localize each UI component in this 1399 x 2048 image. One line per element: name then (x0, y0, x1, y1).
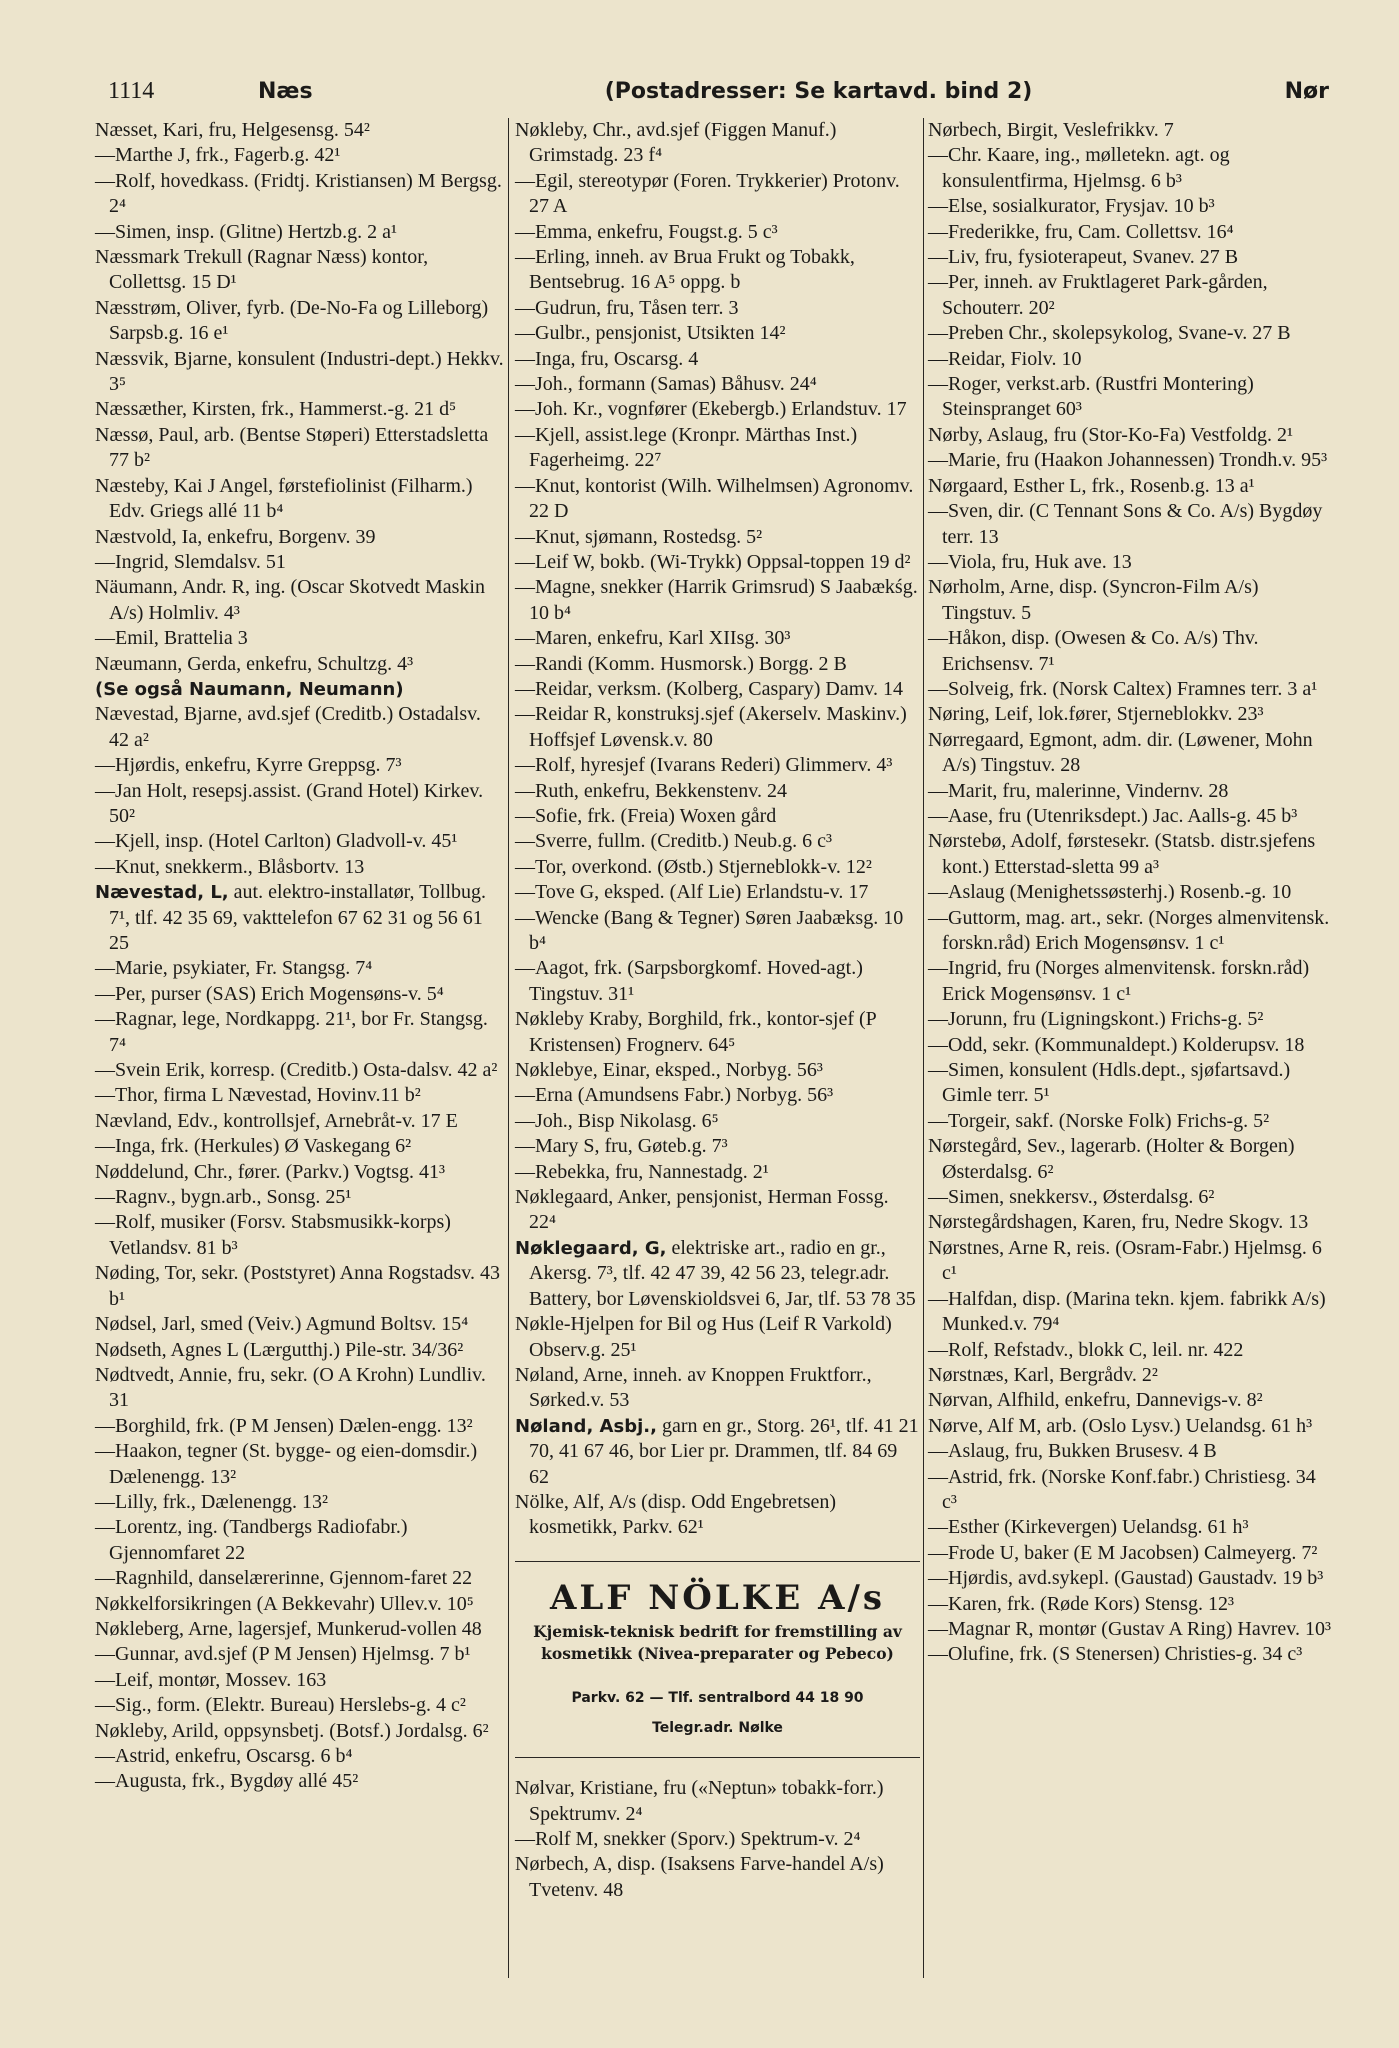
directory-entry: Nölke, Alf, A/s (disp. Odd Engebretsen) kosmetikk, Parkv. 62¹ (515, 1490, 837, 1539)
directory-entry: —Roger, verkst.arb. (Rustfri Montering) Steinspranget 60³ (928, 373, 1254, 421)
directory-entry: —Frederikke, fru, Cam. Collettsv. 16⁴ (928, 220, 1234, 243)
entry-bold-name: (Se også Naumann, Neumann) (95, 678, 404, 700)
directory-entry: Nørregaard, Egmont, adm. dir. (Løwener, Mohn A/s) Tingstuv. 28 (928, 728, 1313, 777)
directory-entry: Nævestad, L, aut. elektro-installatør, Tollbug. 7¹, tlf. 42 35 69, vakttelefon 67 62 31 og 56 61 25 (95, 881, 487, 954)
directory-entry: Näumann, Andr. R, ing. (Oscar Skotvedt Maskin A/s) Holmliv. 4³ (95, 576, 485, 624)
directory-entry: —Svein Erik, korresp. (Creditb.) Osta-dalsv. 42 a² (95, 1059, 498, 1082)
directory-entry: —Augusta, frk., Bygdøy allé 45² (95, 1770, 359, 1793)
directory-entry: Nørstnes, Arne R, reis. (Osram-Fabr.) Hjelmsg. 6 c¹ (928, 1236, 1322, 1285)
directory-entry: Nævland, Edv., kontrollsjef, Arnebråt-v. 17 E (95, 1109, 458, 1132)
directory-entry: —Frode U, baker (E M Jacobsen) Calmeyerg. 7² (928, 1541, 1318, 1564)
ad-description-2: kosmetikk (Nivea-preparater og Pebeco) (541, 1644, 894, 1664)
directory-entry: Nødtvedt, Annie, fru, sekr. (O A Krohn) Lundliv. 31 (95, 1363, 486, 1412)
directory-entry: —Lorentz, ing. (Tandbergs Radiofabr.) Gjennomfaret 22 (95, 1516, 408, 1564)
directory-entry: —Rebekka, fru, Nannestadg. 2¹ (515, 1160, 769, 1183)
directory-entry: Nørvan, Alfhild, enkefru, Dannevigs-v. 8² (928, 1389, 1263, 1412)
directory-entry: —Else, sosialkurator, Frysjav. 10 b³ (928, 195, 1215, 218)
directory-entry: Næstvold, Ia, enkefru, Borgenv. 39 (95, 525, 376, 548)
directory-entry: —Magnar R, montør (Gustav A Ring) Havrev. 10³ (928, 1617, 1331, 1640)
directory-entry: —Jan Holt, resepsj.assist. (Grand Hotel) Kirkev. 50² (95, 779, 484, 827)
directory-entry: —Thor, firma L Nævestad, Hovinv.11 b² (95, 1084, 421, 1107)
directory-entry: —Emma, enkefru, Fougst.g. 5 c³ (515, 220, 778, 243)
directory-entry: —Aslaug (Menighetssøsterhj.) Rosenb.-g. 10 (928, 881, 1292, 904)
directory-entry: —Marit, fru, malerinne, Vindernv. 28 (928, 779, 1229, 802)
directory-entry: —Marie, fru (Haakon Johannessen) Trondh.v. 95³ (928, 449, 1328, 472)
directory-entry: —Aagot, frk. (Sarpsborgkomf. Hoved-agt.) Tingstuv. 31¹ (515, 957, 863, 1005)
directory-entry: —Knut, sjømann, Rostedsg. 5² (515, 525, 763, 548)
directory-entry: —Erling, inneh. av Brua Frukt og Tobakk, Bentsebrug. 16 A⁵ oppg. b (515, 246, 855, 294)
column-2-entries (515, 118, 920, 1541)
directory-entry: —Joh. Kr., vognfører (Ekebergb.) Erlandstuv. 17 (515, 398, 907, 421)
directory-entry: Nørgaard, Esther L, frk., Rosenb.g. 13 a¹ (928, 474, 1255, 497)
directory-entry: Nøkle-Hjelpen for Bil og Hus (Leif R Varkold) Observ.g. 25¹ (515, 1313, 892, 1361)
directory-entry: Nøddelund, Chr., fører. (Parkv.) Vogtsg. 41³ (95, 1160, 446, 1183)
directory-entry: —Rolf M, snekker (Sporv.) Spektrum-v. 2⁴ (515, 1827, 861, 1850)
directory-entry: —Marthe J, frk., Fagerb.g. 42¹ (95, 144, 341, 167)
directory-entry: —Wencke (Bang & Tegner) Søren Jaabæksg. 10 b⁴ (515, 906, 904, 954)
directory-entry: —Torgeir, sakf. (Norske Folk) Frichs-g. 5² (928, 1109, 1270, 1132)
directory-entry: Nørstnæs, Karl, Bergrådv. 2² (928, 1363, 1158, 1386)
entry-bold-name: Nøland, Asbj., (515, 1415, 657, 1437)
directory-entry: —Maren, enkefru, Karl XIIsg. 30³ (515, 627, 791, 650)
directory-entry: —Håkon, disp. (Owesen & Co. A/s) Thv. Erichsensv. 7¹ (928, 627, 1259, 675)
directory-entry: —Rolf, Refstadv., blokk C, leil. nr. 422 (928, 1338, 1244, 1361)
directory-entry: —Ragnv., bygn.arb., Sonsg. 25¹ (95, 1186, 352, 1209)
directory-entry: —Rolf, musiker (Forsv. Stabsmusikk-korps) Vetlandsv. 81 b³ (95, 1211, 451, 1259)
column-divider (923, 118, 924, 1978)
directory-entry: Nævestad, Bjarne, avd.sjef (Creditb.) Ostadalsv. 42 a² (95, 703, 481, 751)
directory-entry (95, 677, 505, 702)
directory-entry: —Ingrid, fru (Norges almenvitensk. forskn.råd) Erick Mogensønsv. 1 c¹ (928, 957, 1310, 1005)
directory-entry: —Borghild, frk. (P M Jensen) Dælen-engg. 13² (95, 1414, 473, 1437)
directory-entry: —Hjørdis, enkefru, Kyrre Greppsg. 7³ (95, 754, 402, 777)
directory-entry: —Tove G, eksped. (Alf Lie) Erlandstu-v. 17 (515, 881, 869, 904)
entry-bold-name: Nævestad, L, (95, 882, 229, 904)
directory-entry: —Haakon, tegner (St. bygge- og eien-domsdir.) Dælenengg. 13² (95, 1440, 478, 1488)
directory-entry: Nøklebye, Einar, eksped., Norbyg. 56³ (515, 1059, 823, 1082)
directory-entry: —Emil, Brattelia 3 (95, 627, 248, 650)
advertisement (515, 1561, 920, 1758)
directory-entry: Næssø, Paul, arb. (Bentse Støperi) Etterstadsletta 77 b² (95, 423, 489, 472)
directory-entry: —Solveig, frk. (Norsk Caltex) Framnes terr. 3 a¹ (928, 677, 1318, 700)
directory-entry: Nøland, Asbj., garn en gr., Storg. 26¹, tlf. 41 21 70, 41 67 46, bor Lier pr. Drammen, tlf. 84 69 62 (515, 1414, 919, 1488)
directory-entry: —Per, purser (SAS) Erich Mogensøns-v. 5⁴ (95, 982, 444, 1005)
directory-entry: Næssmark Trekull (Ragnar Næss) kontor, Collettsg. 15 D¹ (95, 246, 429, 294)
directory-entry: Nørstegårdshagen, Karen, fru, Nedre Skogv. 13 (928, 1211, 1309, 1234)
directory-entry: —Hjørdis, avd.sykepl. (Gaustad) Gaustadv. 19 b³ (928, 1567, 1324, 1590)
directory-entry: —Gulbr., pensjonist, Utsikten 14² (515, 322, 786, 345)
column-1 (95, 118, 505, 1795)
directory-entry: —Sofie, frk. (Freia) Woxen gård (515, 804, 777, 827)
directory-entry: —Rolf, hovedkass. (Fridtj. Kristiansen) M Bergsg. 2⁴ (95, 169, 502, 218)
directory-entry: —Sverre, fullm. (Creditb.) Neub.g. 6 c³ (515, 830, 833, 853)
directory-entry: —Randi (Komm. Husmorsk.) Borgg. 2 B (515, 652, 847, 675)
directory-entry: —Leif W, bokb. (Wi-Trykk) Oppsal-toppen 19 d² (515, 550, 911, 573)
directory-entry: —Lilly, frk., Dælenengg. 13² (95, 1490, 328, 1513)
directory-entry: —Simen, konsulent (Hdls.dept., sjøfartsavd.) Gimle terr. 5¹ (928, 1059, 1291, 1107)
directory-entry: Nøklegaard, Anker, pensjonist, Herman Fossg. 22⁴ (515, 1186, 889, 1234)
ad-phone: Parkv. 62 — Tlf. sentralbord 44 18 90 (571, 1690, 864, 1707)
page-number: 1114 (108, 78, 155, 104)
directory-entry: Næsteby, Kai J Angel, førstefiolinist (Filharm.) Edv. Griegs allé 11 b⁴ (95, 474, 473, 523)
directory-entry: Nøding, Tor, sekr. (Poststyret) Anna Rogstadsv. 43 b¹ (95, 1262, 501, 1310)
directory-entry: —Sig., form. (Elektr. Bureau) Herslebs-g. 4 c² (95, 1694, 466, 1717)
directory-entry: —Mary S, fru, Gøteb.g. 7³ (515, 1135, 728, 1158)
header-center: (Postadresser: Se kartavd. bind 2) (604, 79, 1033, 104)
directory-entry: —Kjell, assist.lege (Kronpr. Märthas Inst.) Fagerheimg. 22⁷ (515, 423, 858, 472)
directory-entry: Nørholm, Arne, disp. (Syncron-Film A/s) Tingstuv. 5 (928, 576, 1259, 624)
directory-entry: —Ragnhild, danselærerinne, Gjennom-faret 22 (95, 1567, 473, 1590)
directory-entry: —Knut, kontorist (Wilh. Wilhelmsen) Agronomv. 22 D (515, 474, 914, 523)
directory-entry: —Kjell, insp. (Hotel Carlton) Gladvoll-v. 45¹ (95, 830, 458, 853)
directory-entry: Nølvar, Kristiane, fru («Neptun» tobakk-forr.) Spektrumv. 2⁴ (515, 1777, 884, 1825)
column-2-entries-after-ad (515, 1776, 920, 1903)
directory-entry: Nødsel, Jarl, smed (Veiv.) Agmund Boltsv. 15⁴ (95, 1313, 469, 1336)
directory-entry: —Inga, frk. (Herkules) Ø Vaskegang 6² (95, 1135, 412, 1158)
directory-entry: Nøkkelforsikringen (A Bekkevahr) Ullev.v. 10⁵ (95, 1592, 474, 1615)
directory-entry: —Viola, fru, Huk ave. 13 (928, 550, 1132, 573)
directory-entry: Nørbech, Birgit, Veslefrikkv. 7 (928, 119, 1174, 141)
directory-entry: —Gunnar, avd.sjef (P M Jensen) Hjelmsg. 7 b¹ (95, 1643, 471, 1666)
directory-entry: —Aslaug, fru, Bukken Brusesv. 4 B (928, 1440, 1217, 1463)
directory-entry: —Halfdan, disp. (Marina tekn. kjem. fabrikk A/s) Munked.v. 79⁴ (928, 1287, 1326, 1336)
directory-entry: —Liv, fru, fysioterapeut, Svanev. 27 B (928, 246, 1239, 269)
directory-entry: —Aase, fru (Utenriksdept.) Jac. Aalls-g. 45 b³ (928, 804, 1298, 827)
directory-entry: —Reidar, Fiolv. 10 (928, 347, 1082, 370)
ad-title: ALF NÖLKE A/s (549, 1577, 886, 1618)
directory-entry: Næsset, Kari, fru, Helgesensg. 54² (95, 119, 370, 141)
directory-entry: —Reidar R, konstruksj.sjef (Akerselv. Maskinv.) Hoffsjef Løvensk.v. 80 (515, 703, 907, 751)
directory-entry: —Marie, psykiater, Fr. Stangsg. 7⁴ (95, 957, 373, 980)
directory-entry: —Gudrun, fru, Tåsen terr. 3 (515, 296, 739, 319)
column-2 (515, 118, 920, 1903)
directory-entry: Nøkleberg, Arne, lagersjef, Munkerud-vollen 48 (95, 1617, 482, 1640)
directory-entry: —Karen, frk. (Røde Kors) Stensg. 12³ (928, 1592, 1234, 1615)
directory-entry: —Egil, stereotypør (Foren. Trykkerier) Protonv. 27 A (515, 169, 900, 218)
directory-entry: Næumann, Gerda, enkefru, Schultzg. 4³ (95, 652, 414, 675)
directory-entry: —Rolf, hyresjef (Ivarans Rederi) Glimmerv. 4³ (515, 754, 893, 777)
directory-entry: —Joh., formann (Samas) Båhusv. 24⁴ (515, 373, 817, 396)
directory-entry: —Ingrid, Slemdalsv. 51 (95, 550, 286, 573)
directory-entry: —Knut, snekkerm., Blåsbortv. 13 (95, 855, 365, 878)
directory-entry: Nørstebø, Adolf, førstesekr. (Statsb. distr.sjefens kont.) Etterstad-sletta 99 a³ (928, 830, 1316, 878)
directory-entry: —Esther (Kirkevergen) Uelandsg. 61 h³ (928, 1516, 1249, 1539)
directory-entry: Nødseth, Agnes L (Lærgutthj.) Pile-str. 34/36² (95, 1338, 464, 1361)
directory-entry: Nørstegård, Sev., lagerarb. (Holter & Borgen) Østerdalsg. 6² (928, 1135, 1295, 1183)
directory-entry: Nøland, Arne, inneh. av Knoppen Fruktforr., Sørked.v. 53 (515, 1363, 872, 1412)
directory-entry: Næssvik, Bjarne, konsulent (Industri-dept.) Hekkv. 3⁵ (95, 347, 504, 396)
directory-entry: Nøkleby, Chr., avd.sjef (Figgen Manuf.) Grimstadg. 23 f⁴ (515, 119, 837, 167)
directory-entry: —Ragnar, lege, Nordkappg. 21¹, bor Fr. Stangsg. 7⁴ (95, 1008, 488, 1056)
directory-entry: —Per, inneh. av Fruktlageret Park-gården, Schouterr. 20² (928, 271, 1268, 319)
directory-entry: —Reidar, verksm. (Kolberg, Caspary) Damv. 14 (515, 677, 903, 700)
directory-entry: —Jorunn, fru (Ligningskont.) Frichs-g. 5² (928, 1008, 1264, 1031)
header-right-word: Nør (1284, 79, 1329, 104)
directory-entry: —Sven, dir. (C Tennant Sons & Co. A/s) Bygdøy terr. 13 (928, 500, 1323, 548)
page-header (108, 78, 1329, 118)
directory-entry: —Preben Chr., skolepsykolog, Svane-v. 27 B (928, 322, 1291, 345)
directory-entry: —Joh., Bisp Nikolasg. 6⁵ (515, 1109, 719, 1132)
header-left-word: Næs (258, 79, 313, 104)
directory-entry: —Ruth, enkefru, Bekkenstenv. 24 (515, 779, 787, 802)
directory-entry: —Inga, fru, Oscarsg. 4 (515, 347, 699, 370)
directory-entry: —Olufine, frk. (S Stenersen) Christies-g. 34 c³ (928, 1643, 1303, 1666)
directory-entry: Nørve, Alf M, arb. (Oslo Lysv.) Uelandsg. 61 h³ (928, 1414, 1313, 1437)
directory-entry: Nørby, Aslaug, fru (Stor-Ko-Fa) Vestfoldg. 2¹ (928, 423, 1293, 446)
entry-bold-name: Nøklegaard, G, (515, 1237, 667, 1259)
directory-entry: —Astrid, frk. (Norske Konf.fabr.) Christiesg. 34 c³ (928, 1465, 1316, 1513)
directory-entry: —Magne, snekker (Harrik Grimsrud) S Jaabækśg. 10 b⁴ (515, 576, 918, 624)
ad-telegram: Telegr.adr. Nølke (652, 1720, 783, 1737)
directory-entry: —Simen, insp. (Glitne) Hertzb.g. 2 a¹ (95, 220, 398, 243)
ad-description-1: Kjemisk-teknisk bedrift for fremstilling av (533, 1622, 902, 1642)
directory-entry: —Leif, montør, Mossev. 163 (95, 1668, 327, 1691)
directory-entry: Nøkleby, Arild, oppsynsbetj. (Botsf.) Jordalsg. 6² (95, 1719, 489, 1742)
directory-entry: —Tor, overkond. (Østb.) Stjerneblokk-v. 12² (515, 855, 872, 878)
directory-entry: Nøkleby Kraby, Borghild, frk., kontor-sjef (P Kristensen) Frognerv. 64⁵ (515, 1008, 877, 1056)
directory-entry: —Chr. Kaare, ing., mølletekn. agt. og konsulentfirma, Hjelmsg. 6 b³ (928, 144, 1230, 192)
directory-entry: —Astrid, enkefru, Oscarsg. 6 b⁴ (95, 1745, 353, 1767)
directory-entry: Nørbech, A, disp. (Isaksens Farve-handel A/s) Tvetenv. 48 (515, 1853, 884, 1901)
directory-entry: —Odd, sekr. (Kommunaldept.) Kolderupsv. 18 (928, 1033, 1305, 1056)
directory-entry: Næsstrøm, Oliver, fyrb. (De-No-Fa og Lilleborg) Sarpsb.g. 16 e¹ (95, 296, 489, 345)
directory-entry: —Erna (Amundsens Fabr.) Norbyg. 56³ (515, 1084, 834, 1107)
column-divider (508, 118, 509, 1978)
directory-entry: Næssæther, Kirsten, frk., Hammerst.-g. 21 d⁵ (95, 398, 457, 421)
directory-entry: —Guttorm, mag. art., sekr. (Norges almenvitensk. forskn.råd) Erich Mogensønsv. 1 c¹ (928, 906, 1330, 954)
directory-entry: Nøklegaard, G, elektriske art., radio en gr., Akersg. 7³, tlf. 42 47 39, 42 56 23, telegr.adr. Battery, bor Løvenskioldsvei 6, Jar, tlf. 53 78 35 (515, 1236, 916, 1310)
directory-entry: —Simen, snekkersv., Østerdalsg. 6² (928, 1186, 1215, 1209)
directory-entry: Nøring, Leif, lok.fører, Stjerneblokkv. 23³ (928, 703, 1264, 726)
column-3 (928, 118, 1333, 1668)
